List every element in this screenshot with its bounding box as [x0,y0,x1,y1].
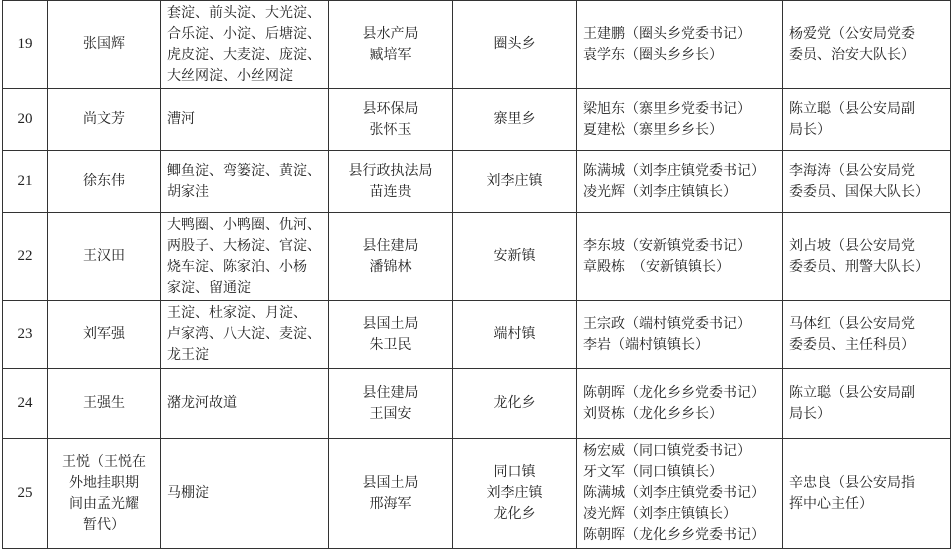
department-line: 县行政执法局 [348,162,433,179]
township-line: 端村镇 [493,326,536,342]
table-row [3,369,951,439]
township-officials-line: 夏建松（寨里乡乡长） [583,121,723,138]
water-areas-cell [161,151,329,213]
department-line: 县住建局 [362,384,419,401]
department-line: 臧培军 [369,46,412,63]
water-areas-line: 龙王淀 [167,347,209,363]
water-areas-line: 合乐淀、小淀、后塘淀、 [167,25,321,42]
township-cell [453,151,577,213]
department-cell [329,369,453,439]
department-cell [329,89,453,151]
water-areas-cell [161,1,329,89]
responsible-person-line: 外地挂职期 [69,474,139,491]
police-contact-cell [783,439,951,549]
responsible-person-cell [48,89,161,151]
responsible-person-line: 张国辉 [83,36,125,52]
responsible-person-line: 王悦（王悦在 [62,453,146,470]
water-areas-line: 两股子、大杨淀、官淀、 [167,237,321,254]
department-cell [329,301,453,369]
row-number-cell: 19 [3,1,48,89]
water-areas-cell [161,89,329,151]
water-areas-line: 胡家洼 [167,183,209,200]
township-cell [453,213,577,301]
row-number-cell: 25 [3,439,48,549]
township-cell [453,1,577,89]
responsible-person-line: 徐东伟 [83,173,125,189]
township-officials-cell [577,89,783,151]
police-contact-line: 马体红（县公安局党 [789,315,915,332]
township-officials-cell [577,369,783,439]
township-officials-cell [577,439,783,549]
police-contact-line: 辛忠良（县公安局指 [789,474,915,491]
police-contact-line: 局长） [789,121,831,138]
department-line: 县环保局 [362,100,419,117]
department-line: 张怀玉 [369,121,412,138]
water-areas-line: 烧车淀、陈家泊、小杨 [167,258,307,275]
department-line: 苗连贵 [369,183,412,200]
township-officials-line: 杨宏威（同口镇党委书记） [583,443,751,459]
department-line: 县国土局 [362,474,419,491]
police-contact-line: 委委员、刑警大队长） [789,258,929,275]
township-officials-line: 袁学东（圈头乡乡长） [583,46,723,63]
row-number-cell: 20 [3,89,48,151]
township-line: 安新镇 [493,248,536,264]
water-areas-line: 大丝网淀、小丝网淀 [167,67,293,84]
water-areas-line: 虎皮淀、大麦淀、庞淀、 [167,46,321,63]
township-officials-line: 陈满城（刘李庄镇党委书记） [583,162,765,179]
responsible-person-line: 刘军强 [83,326,125,342]
row-number-cell: 24 [3,369,48,439]
township-line: 圈头乡 [493,36,536,52]
township-officials-line: 王建鹏（圈头乡党委书记） [583,25,751,42]
row-number-cell: 21 [3,151,48,213]
police-contact-cell [783,1,951,89]
police-contact-line: 刘占坡（县公安局党 [789,237,915,254]
department-cell [329,213,453,301]
township-officials-cell [577,151,783,213]
department-line: 县水产局 [362,25,419,42]
water-areas-line: 潴龙河故道 [167,395,237,411]
table-row [3,301,951,369]
water-areas-line: 鲫鱼淀、弯篓淀、黄淀、 [167,162,321,179]
township-officials-line: 陈满城（刘李庄镇党委书记） [583,485,765,501]
department-line: 邢海军 [369,495,412,512]
responsible-person-line: 王强生 [83,395,125,411]
row-number-cell: 22 [3,213,48,301]
row-number-cell: 23 [3,301,48,369]
water-areas-cell [161,213,329,301]
township-cell [453,301,577,369]
department-cell [329,151,453,213]
township-officials-line: 李东坡（安新镇党委书记） [583,237,751,254]
police-contact-cell [783,213,951,301]
responsible-person-cell [48,151,161,213]
township-officials-cell [577,213,783,301]
police-contact-line: 局长） [789,405,831,422]
water-areas-line: 套淀、前头淀、大光淀、 [167,4,321,21]
township-line: 刘李庄镇 [486,485,543,501]
police-contact-line: 陈立聪（县公安局副 [789,384,915,401]
responsible-person-cell [48,213,161,301]
responsible-person-cell [48,369,161,439]
department-line: 朱卫民 [369,336,412,353]
water-areas-line: 卢家湾、八大淀、麦淀、 [167,326,321,342]
table-row [3,213,951,301]
police-contact-line: 委员、治安大队长） [789,46,915,63]
police-contact-cell [783,369,951,439]
water-areas-line: 马棚淀 [167,485,209,501]
responsible-person-line: 间由孟光耀 [69,495,139,512]
table-row [3,439,951,549]
township-line: 龙化乡 [493,395,536,411]
township-officials-line: 牙文军（同口镇镇长） [583,464,723,480]
township-line: 寨里乡 [493,111,536,127]
police-contact-line: 李海涛（县公安局党 [789,162,915,179]
department-cell [329,439,453,549]
township-officials-line: 凌光辉（刘李庄镇镇长） [583,506,737,522]
department-line: 县国土局 [362,315,419,332]
police-contact-cell [783,301,951,369]
table-row [3,89,951,151]
township-officials-cell [577,1,783,89]
department-line: 潘锦林 [369,258,412,275]
township-officials-line: 凌光辉（刘李庄镇镇长） [583,183,737,200]
department-cell [329,1,453,89]
police-contact-line: 委委员、主任科员） [789,336,915,353]
responsible-person-line: 暂代） [83,516,125,533]
township-line: 同口镇 [493,464,536,480]
township-cell [453,439,577,549]
water-areas-cell [161,369,329,439]
assignment-table [2,0,951,549]
township-line: 龙化乡 [493,506,536,522]
township-officials-line: 刘贤栋（龙化乡乡长） [583,405,723,422]
water-areas-line: 王淀、杜家淀、月淀、 [167,305,307,321]
police-contact-line: 委委员、国保大队长） [789,183,929,200]
police-contact-line: 陈立聪（县公安局副 [789,100,915,117]
responsible-person-line: 王汉田 [83,248,125,264]
township-officials-cell [577,301,783,369]
police-contact-line: 杨爱党（公安局党委 [789,25,915,42]
table-row [3,151,951,213]
department-line: 县住建局 [362,237,419,254]
township-officials-line: 陈朝晖（龙化乡乡党委书记） [583,527,765,543]
responsible-person-cell [48,1,161,89]
responsible-person-cell [48,301,161,369]
department-line: 王国安 [369,405,412,422]
police-contact-cell [783,151,951,213]
water-areas-cell [161,439,329,549]
township-officials-line: 王宗政（端村镇党委书记） [583,315,751,332]
township-officials-line: 李岩（端村镇镇长） [583,336,709,353]
township-officials-line: 章殿栋 （安新镇镇长） [583,258,730,275]
water-areas-cell [161,301,329,369]
table-row [3,1,951,89]
township-officials-line: 陈朝晖（龙化乡乡党委书记） [583,384,765,401]
police-contact-cell [783,89,951,151]
water-areas-line: 大鸭圈、小鸭圈、仇河、 [167,216,321,233]
township-cell [453,369,577,439]
police-contact-line: 挥中心主任） [789,495,873,512]
township-cell [453,89,577,151]
responsible-person-line: 尚文芳 [83,111,125,127]
responsible-person-cell [48,439,161,549]
water-areas-line: 家淀、留通淀 [167,279,251,296]
township-line: 刘李庄镇 [486,173,543,189]
water-areas-line: 漕河 [167,111,195,127]
township-officials-line: 梁旭东（寨里乡党委书记） [583,100,751,117]
